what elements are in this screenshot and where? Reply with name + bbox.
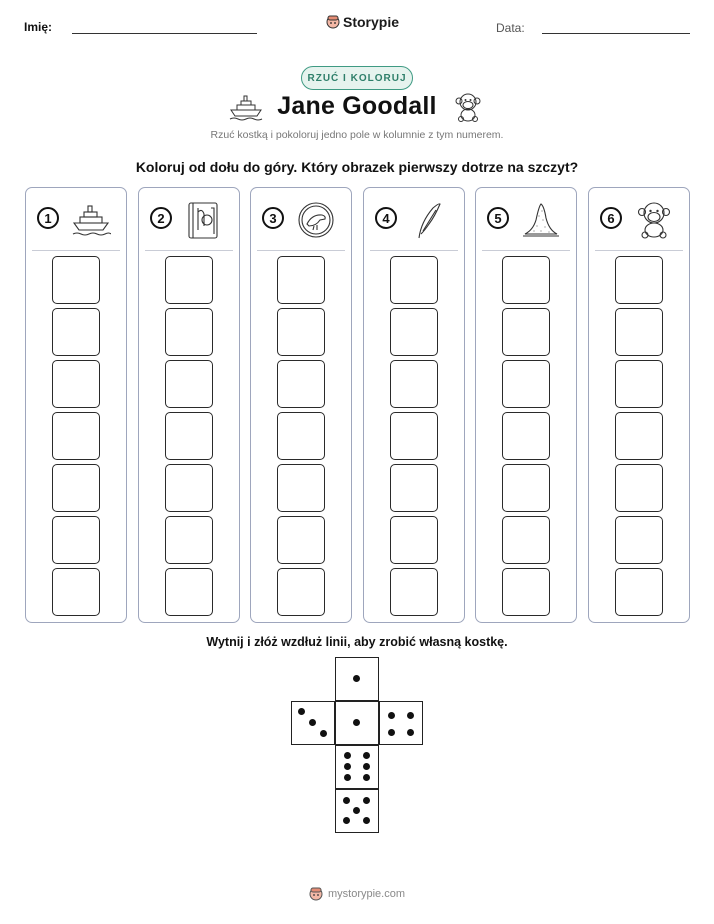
pip bbox=[343, 797, 350, 804]
footer-url[interactable]: mystorypie.com bbox=[327, 888, 406, 900]
color-cell[interactable] bbox=[615, 568, 663, 616]
pie-mascot-icon bbox=[309, 886, 323, 902]
color-cell[interactable] bbox=[52, 308, 100, 356]
column-number: 2 bbox=[150, 207, 172, 229]
pip bbox=[344, 774, 351, 781]
chimpanzee-toy-icon bbox=[634, 200, 674, 240]
page-title: Jane Goodall bbox=[277, 92, 437, 120]
page-subtitle: Rzuć kostką i pokoloruj jedno pole w kolumnie z tym numerem. bbox=[210, 129, 504, 141]
color-cell[interactable] bbox=[52, 464, 100, 512]
chimpanzee-toy-icon bbox=[455, 92, 481, 122]
column-number: 6 bbox=[600, 207, 622, 229]
color-cell[interactable] bbox=[165, 568, 213, 616]
color-cell[interactable] bbox=[52, 412, 100, 460]
book-icon bbox=[184, 200, 224, 240]
pip bbox=[363, 817, 370, 824]
column-number: 5 bbox=[487, 207, 509, 229]
color-cell[interactable] bbox=[502, 256, 550, 304]
pip bbox=[388, 712, 395, 719]
column-divider bbox=[32, 250, 120, 251]
pip bbox=[343, 817, 350, 824]
pip bbox=[363, 763, 370, 770]
color-cell[interactable] bbox=[277, 412, 325, 460]
brand-logo bbox=[326, 14, 399, 30]
name-label: Imię: bbox=[24, 20, 53, 34]
pip bbox=[309, 719, 316, 726]
color-cell[interactable] bbox=[615, 516, 663, 564]
dice-face-3 bbox=[291, 701, 335, 745]
pip bbox=[353, 719, 360, 726]
brand-name: Storypie bbox=[343, 14, 400, 30]
color-cell[interactable] bbox=[502, 412, 550, 460]
dice-face-1 bbox=[335, 657, 379, 701]
color-cell[interactable] bbox=[502, 360, 550, 408]
color-cell[interactable] bbox=[165, 256, 213, 304]
cut-instruction: Wytnij i złóż wzdłuż linii, aby zrobić własną kostkę. bbox=[206, 635, 508, 649]
color-cell[interactable] bbox=[165, 360, 213, 408]
pip bbox=[344, 763, 351, 770]
column-5 bbox=[475, 187, 577, 623]
pip bbox=[353, 675, 360, 682]
footer bbox=[0, 886, 714, 902]
color-cell[interactable] bbox=[502, 308, 550, 356]
color-cell[interactable] bbox=[615, 256, 663, 304]
column-number: 4 bbox=[375, 207, 397, 229]
color-cell[interactable] bbox=[165, 516, 213, 564]
color-cell[interactable] bbox=[390, 516, 438, 564]
color-cell[interactable] bbox=[502, 464, 550, 512]
color-cell[interactable] bbox=[277, 516, 325, 564]
pip bbox=[363, 774, 370, 781]
column-1 bbox=[25, 187, 127, 623]
termite-mound-icon bbox=[521, 200, 561, 240]
color-cell[interactable] bbox=[390, 308, 438, 356]
color-cell[interactable] bbox=[615, 412, 663, 460]
color-cell[interactable] bbox=[277, 256, 325, 304]
column-divider bbox=[257, 250, 345, 251]
dice-face-5 bbox=[335, 789, 379, 833]
color-cell[interactable] bbox=[52, 516, 100, 564]
color-cell[interactable] bbox=[52, 256, 100, 304]
column-number: 3 bbox=[262, 207, 284, 229]
color-cell[interactable] bbox=[390, 256, 438, 304]
pip bbox=[344, 752, 351, 759]
column-divider bbox=[370, 250, 458, 251]
pip bbox=[407, 729, 414, 736]
color-cell[interactable] bbox=[390, 360, 438, 408]
pip bbox=[320, 730, 327, 737]
feather-icon bbox=[409, 200, 449, 240]
color-cell[interactable] bbox=[615, 308, 663, 356]
color-cell[interactable] bbox=[277, 360, 325, 408]
color-cell[interactable] bbox=[502, 516, 550, 564]
game-instruction: Koloruj od dołu do góry. Który obrazek pierwszy dotrze na szczyt? bbox=[135, 159, 579, 175]
column-4 bbox=[363, 187, 465, 623]
color-cell[interactable] bbox=[277, 464, 325, 512]
column-divider bbox=[595, 250, 683, 251]
dice-face-6 bbox=[335, 745, 379, 789]
color-cell[interactable] bbox=[52, 360, 100, 408]
column-divider bbox=[145, 250, 233, 251]
pie-mascot-icon bbox=[326, 14, 340, 30]
name-line[interactable] bbox=[72, 33, 257, 34]
color-cell[interactable] bbox=[615, 464, 663, 512]
pip bbox=[298, 708, 305, 715]
column-2 bbox=[138, 187, 240, 623]
column-3 bbox=[250, 187, 352, 623]
pip bbox=[353, 807, 360, 814]
column-6 bbox=[588, 187, 690, 623]
pip bbox=[388, 729, 395, 736]
bird-coin-icon bbox=[296, 200, 336, 240]
pip bbox=[407, 712, 414, 719]
color-cell[interactable] bbox=[165, 308, 213, 356]
date-label: Data: bbox=[496, 21, 525, 35]
pip bbox=[363, 797, 370, 804]
color-cell[interactable] bbox=[390, 464, 438, 512]
dice-face-4 bbox=[379, 701, 423, 745]
column-number: 1 bbox=[37, 207, 59, 229]
column-divider bbox=[482, 250, 570, 251]
color-cell[interactable] bbox=[502, 568, 550, 616]
color-cell[interactable] bbox=[165, 412, 213, 460]
ship-icon bbox=[71, 200, 111, 240]
color-cell[interactable] bbox=[390, 568, 438, 616]
color-cell[interactable] bbox=[165, 464, 213, 512]
activity-badge: RZUĆ I KOLORUJ bbox=[301, 66, 413, 90]
pip bbox=[363, 752, 370, 759]
color-cell[interactable] bbox=[615, 360, 663, 408]
color-cell[interactable] bbox=[390, 412, 438, 460]
dice-face-1b bbox=[335, 701, 379, 745]
color-cell[interactable] bbox=[52, 568, 100, 616]
date-line[interactable] bbox=[542, 33, 690, 34]
color-cell[interactable] bbox=[277, 308, 325, 356]
color-cell[interactable] bbox=[277, 568, 325, 616]
